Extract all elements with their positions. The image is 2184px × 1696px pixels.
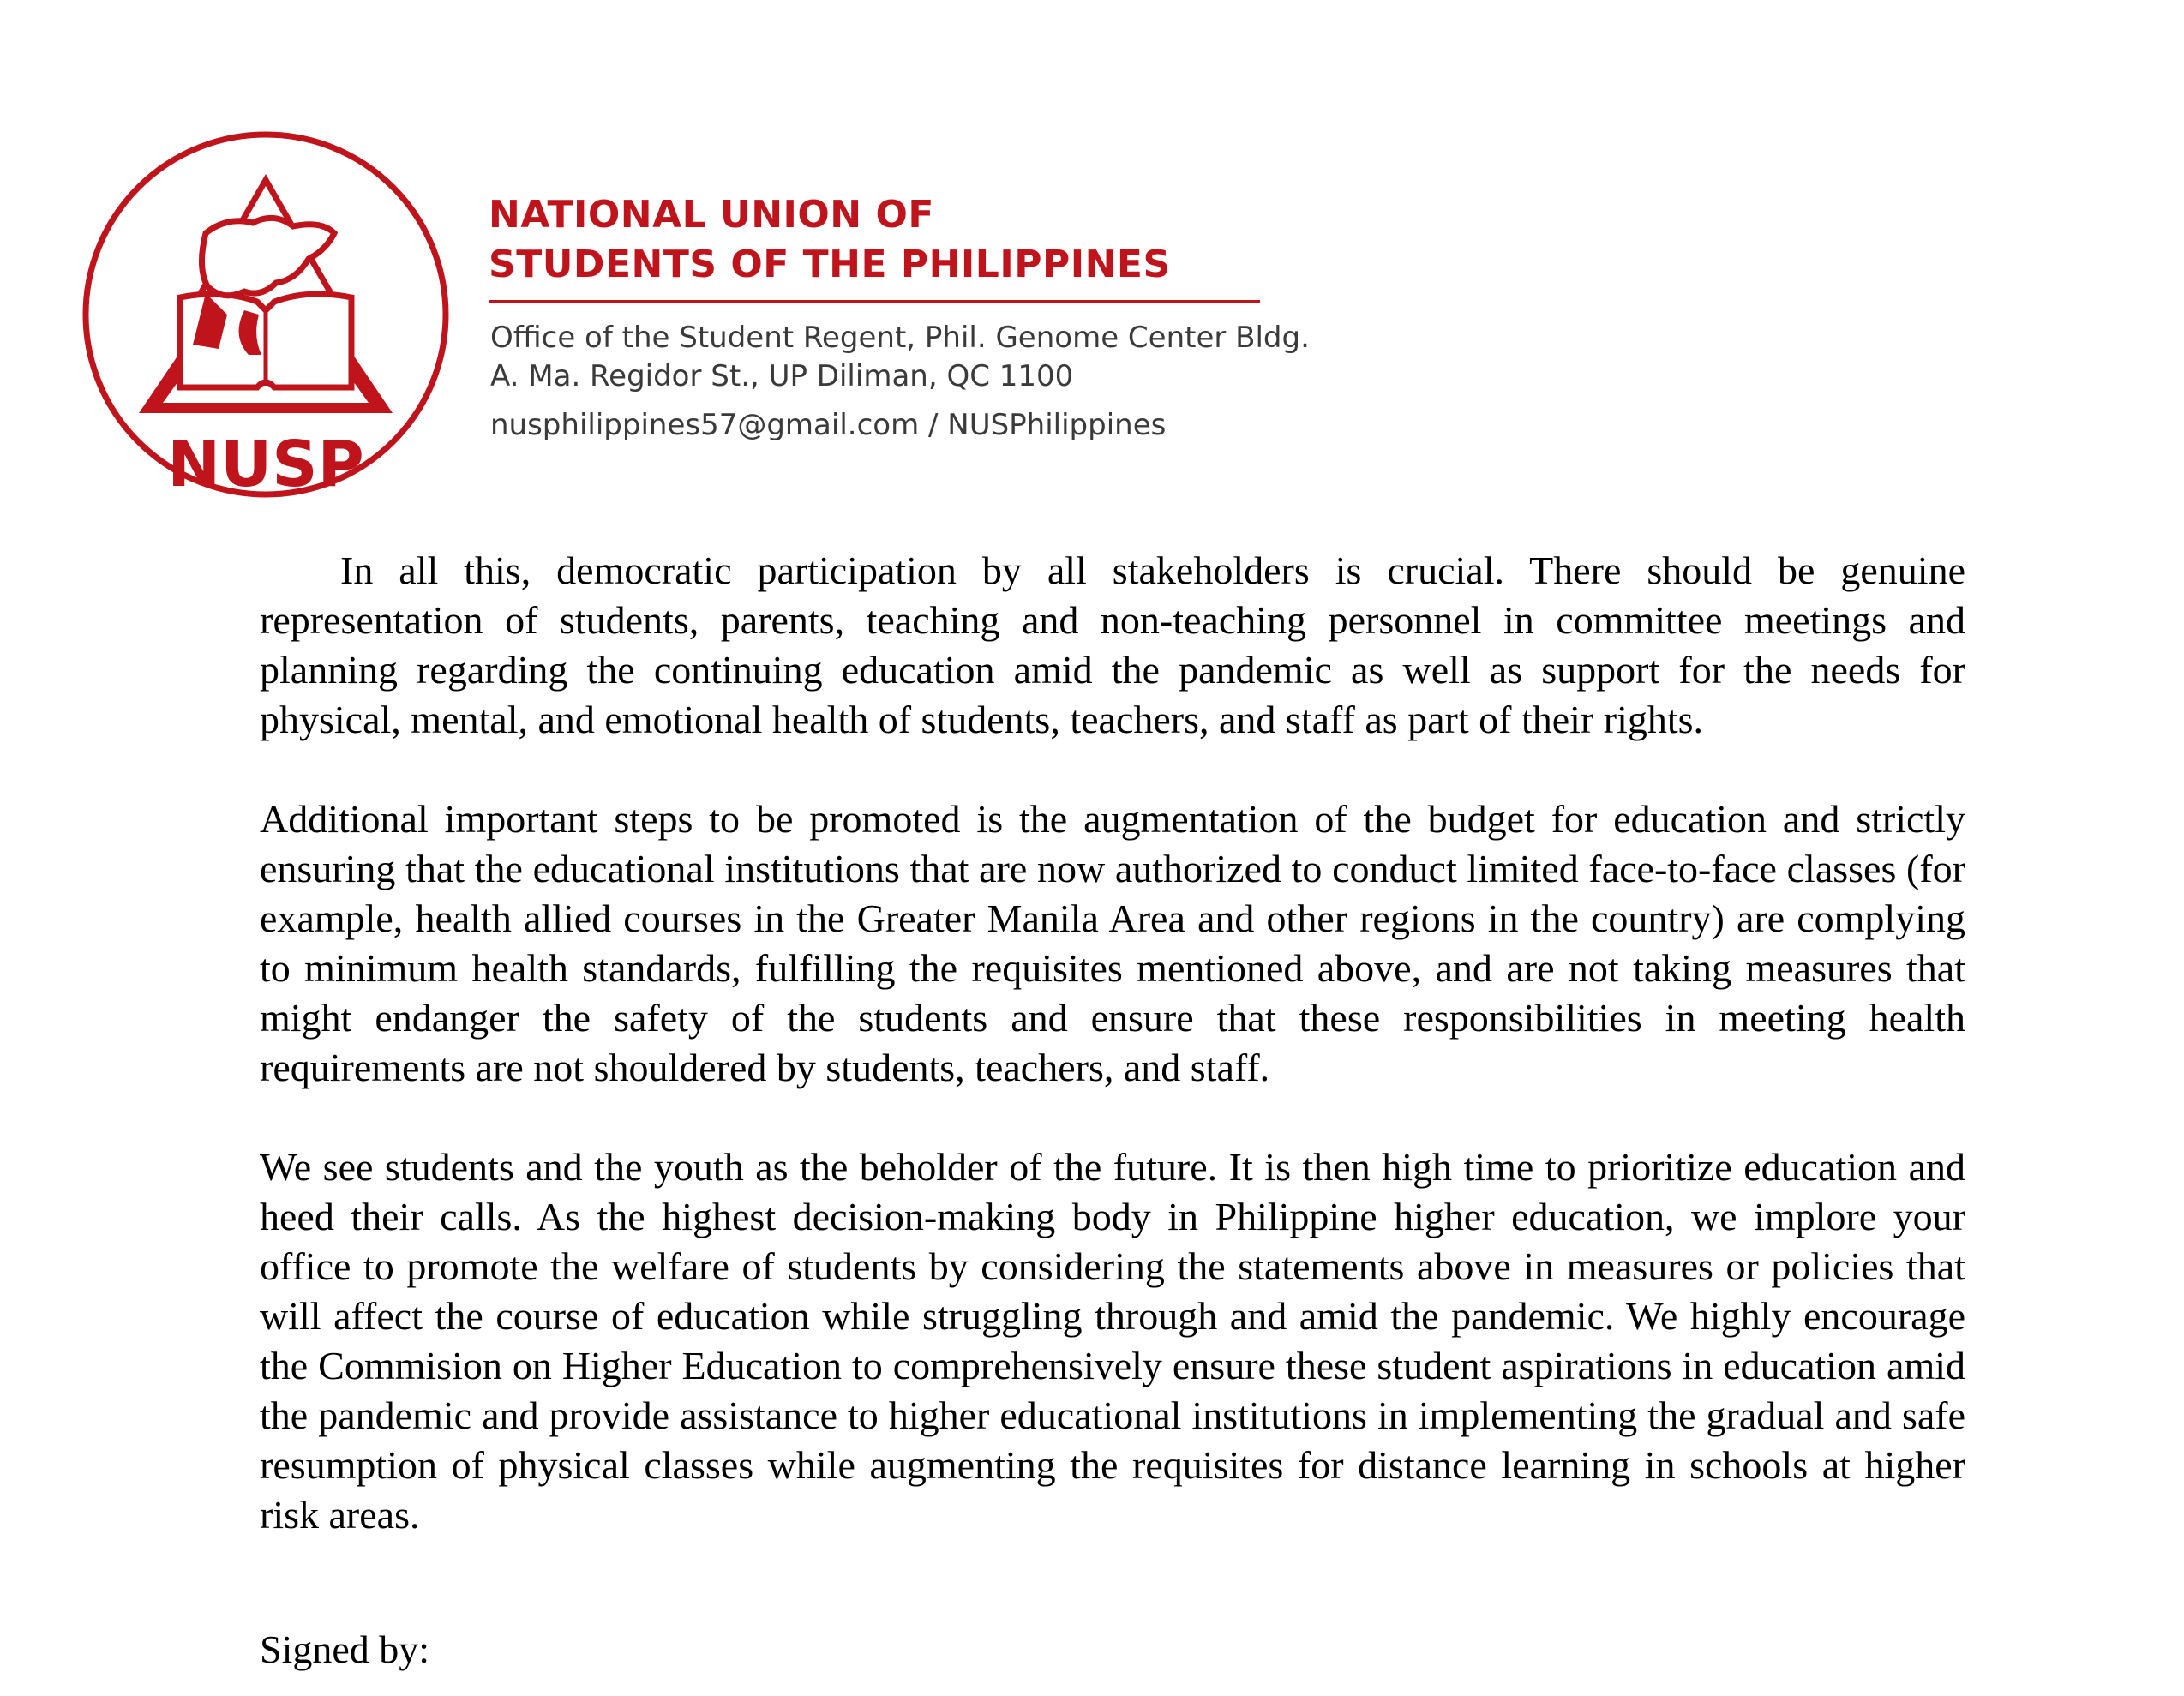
letter-body [260, 546, 1965, 1590]
address-line-2: A. Ma. Regidor St., UP Diliman, QC 1100 [490, 359, 1074, 393]
org-name-line-1: NATIONAL UNION OF [489, 193, 934, 237]
nusp-emblem-icon [77, 130, 454, 499]
logo-wordmark: NUSP [167, 428, 364, 499]
paragraph-participation: In all this, democratic participation by all stakeholders is crucial. There should be genuine representation of students, parents, teaching and non-teaching personnel in committee meetings and planning regarding the continuing education amid the pandemic as well as support for the needs for physical, mental, and emotional health of students, teachers, and staff as part of their rights. [260, 548, 1965, 741]
org-name-line-2: STUDENTS OF THE PHILIPPINES [489, 243, 1171, 286]
paragraph-students-youth: We see students and the youth as the beholder of the future. It is then high time to prioritize education and heed their calls. As the highest decision-making body in Philippine higher education, we implore your office to promote the welfare of students by considering the statements above in measures or policies that will affect the course of education while struggling through and amid the pandemic. We highly encourage the Commision on Higher Education to comprehensively ensure these student aspirations in education amid the pandemic and provide assistance to higher educational institutions in implementing the gradual and safe resumption of physical classes while augmenting the requisites for distance learning in schools at higher risk areas. [260, 1145, 1965, 1537]
organization-name [489, 190, 1171, 290]
nusp-logo [77, 130, 454, 499]
address-line-1: Office of the Student Regent, Phil. Genome Center Bldg. [490, 321, 1310, 355]
paragraph-additional-steps: Additional important steps to be promoted is the augmentation of the budget for education and strictly ensuring that the educational institutions that are now authorized to conduct limited face-to-face classes (for example, health allied courses in the Greater Manila Area and other regions in the country) are complying to minimum health standards, fulfilling the requisites mentioned above, and are not taking measures that might endanger the safety of the students and ensure that these responsibilities in meeting health requirements are not shouldered by students, teachers, and staff. [260, 797, 1965, 1089]
office-address [490, 319, 1310, 396]
signed-by-label: Signed by: [260, 1627, 430, 1671]
letterhead-divider [489, 300, 1260, 303]
contact-info: nusphilippines57@gmail.com / NUSPhilippines [490, 408, 1167, 442]
